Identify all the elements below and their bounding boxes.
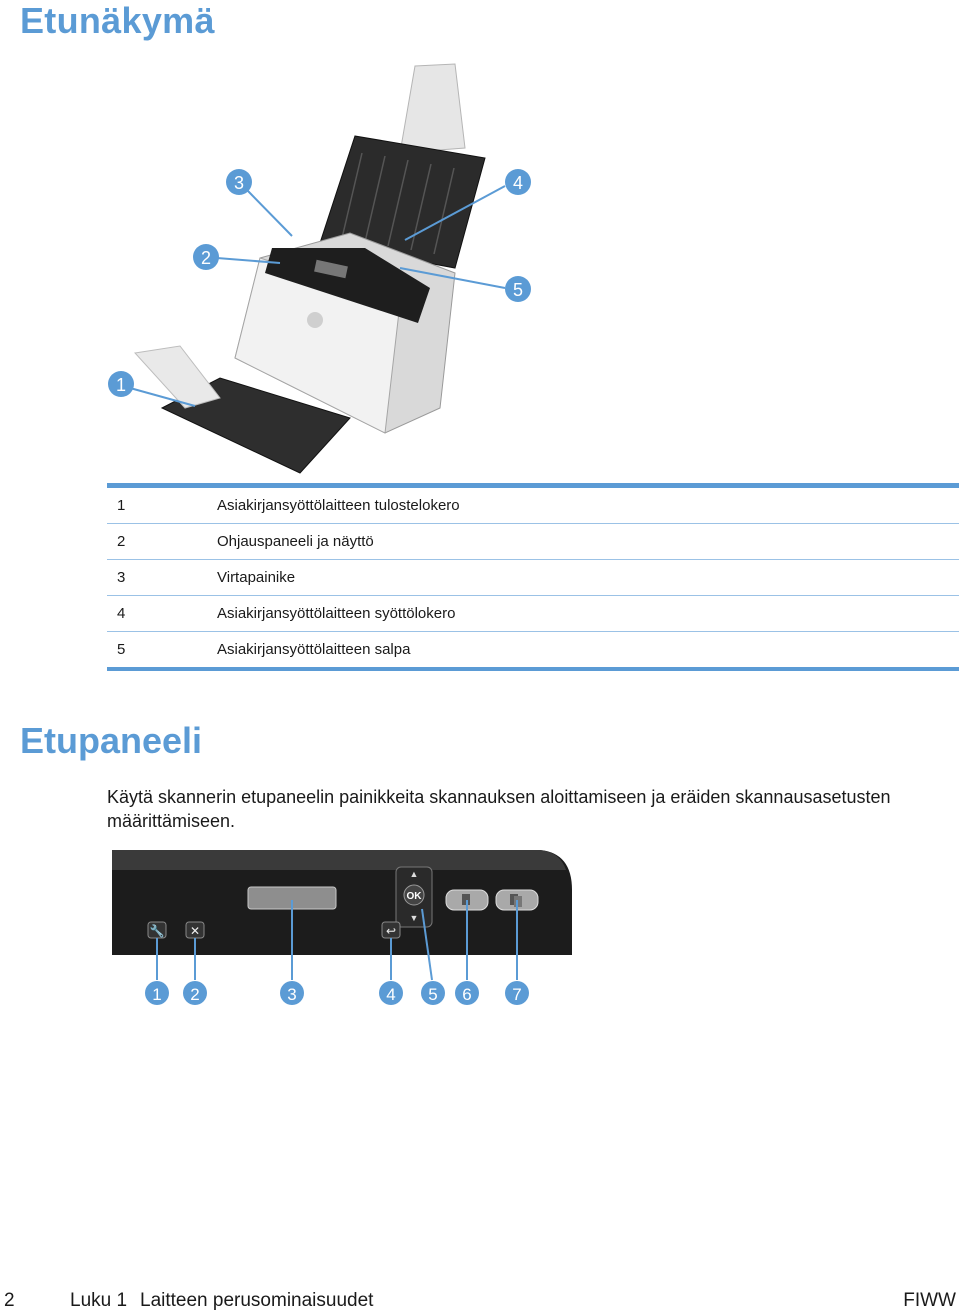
panel-callout-1: [145, 981, 169, 1005]
panel-callout-7: [505, 981, 529, 1005]
svg-text:▼: ▼: [409, 913, 419, 923]
intro-paragraph: Käytä skannerin etupaneelin painikkeita skannauksen aloittamiseen ja eräiden skannausasetusten määrittämiseen.: [107, 787, 891, 831]
tools-icon: [148, 922, 166, 938]
table-row: [107, 560, 959, 596]
legend-label: Asiakirjansyöttölaitteen tulostelokero: [207, 486, 959, 524]
svg-text:↩: ↩: [385, 924, 397, 938]
callout-1: [108, 371, 134, 397]
svg-text:3: 3: [287, 985, 297, 1004]
ok-button-label: OK: [406, 891, 422, 902]
footer-brand: FIWW: [903, 1290, 956, 1311]
table-row: [107, 596, 959, 632]
svg-text:1: 1: [152, 985, 162, 1004]
svg-text:4: 4: [512, 173, 524, 193]
front-panel-illustration: [100, 845, 580, 1015]
panel-callout-5: [421, 981, 445, 1005]
panel-callout-6: [455, 981, 479, 1005]
table-row: [107, 524, 959, 560]
back-icon: [382, 922, 400, 938]
svg-text:🔧: 🔧: [149, 924, 165, 938]
panel-callout-4: [379, 981, 403, 1005]
scanner-front-view-illustration: [100, 58, 560, 478]
legend-label: Asiakirjansyöttölaitteen syöttölokero: [207, 596, 959, 632]
svg-text:2: 2: [190, 985, 200, 1004]
legend-label: Ohjauspaneeli ja näyttö: [207, 524, 959, 560]
chapter-label: Luku 1: [70, 1290, 128, 1311]
legend-number: 1: [107, 486, 207, 524]
svg-text:4: 4: [386, 985, 396, 1004]
section-heading: Etupaneeli: [20, 720, 203, 761]
panel-callout-3: [280, 981, 304, 1005]
svg-text:5: 5: [428, 985, 438, 1004]
chapter-title: Laitteen perusominaisuudet: [140, 1290, 374, 1311]
svg-text:6: 6: [462, 985, 472, 1004]
legend-number: 5: [117, 641, 126, 658]
table-row: [107, 486, 959, 524]
callout-2: [193, 244, 219, 270]
svg-text:5: 5: [512, 280, 524, 300]
callout-legend-table: [107, 483, 959, 671]
legend-label: Asiakirjansyöttölaitteen salpa: [217, 641, 411, 658]
callout-5: [505, 276, 531, 302]
svg-text:▲: ▲: [409, 869, 419, 879]
panel-callout-2: [183, 981, 207, 1005]
svg-text:7: 7: [512, 985, 522, 1004]
legend-number: 2: [107, 524, 207, 560]
callout-4: [505, 169, 531, 195]
svg-text:2: 2: [200, 248, 212, 268]
page-number: 2: [4, 1290, 15, 1311]
callout-3: [226, 169, 252, 195]
svg-text:3: 3: [233, 173, 245, 193]
legend-number: 4: [107, 596, 207, 632]
table-row: [107, 632, 959, 670]
page-title: Etunäkymä: [20, 0, 215, 41]
svg-text:✕: ✕: [189, 924, 201, 938]
svg-text:1: 1: [115, 375, 127, 395]
cancel-icon: [186, 922, 204, 938]
legend-number: 3: [107, 560, 207, 596]
legend-label: Virtapainike: [207, 560, 959, 596]
